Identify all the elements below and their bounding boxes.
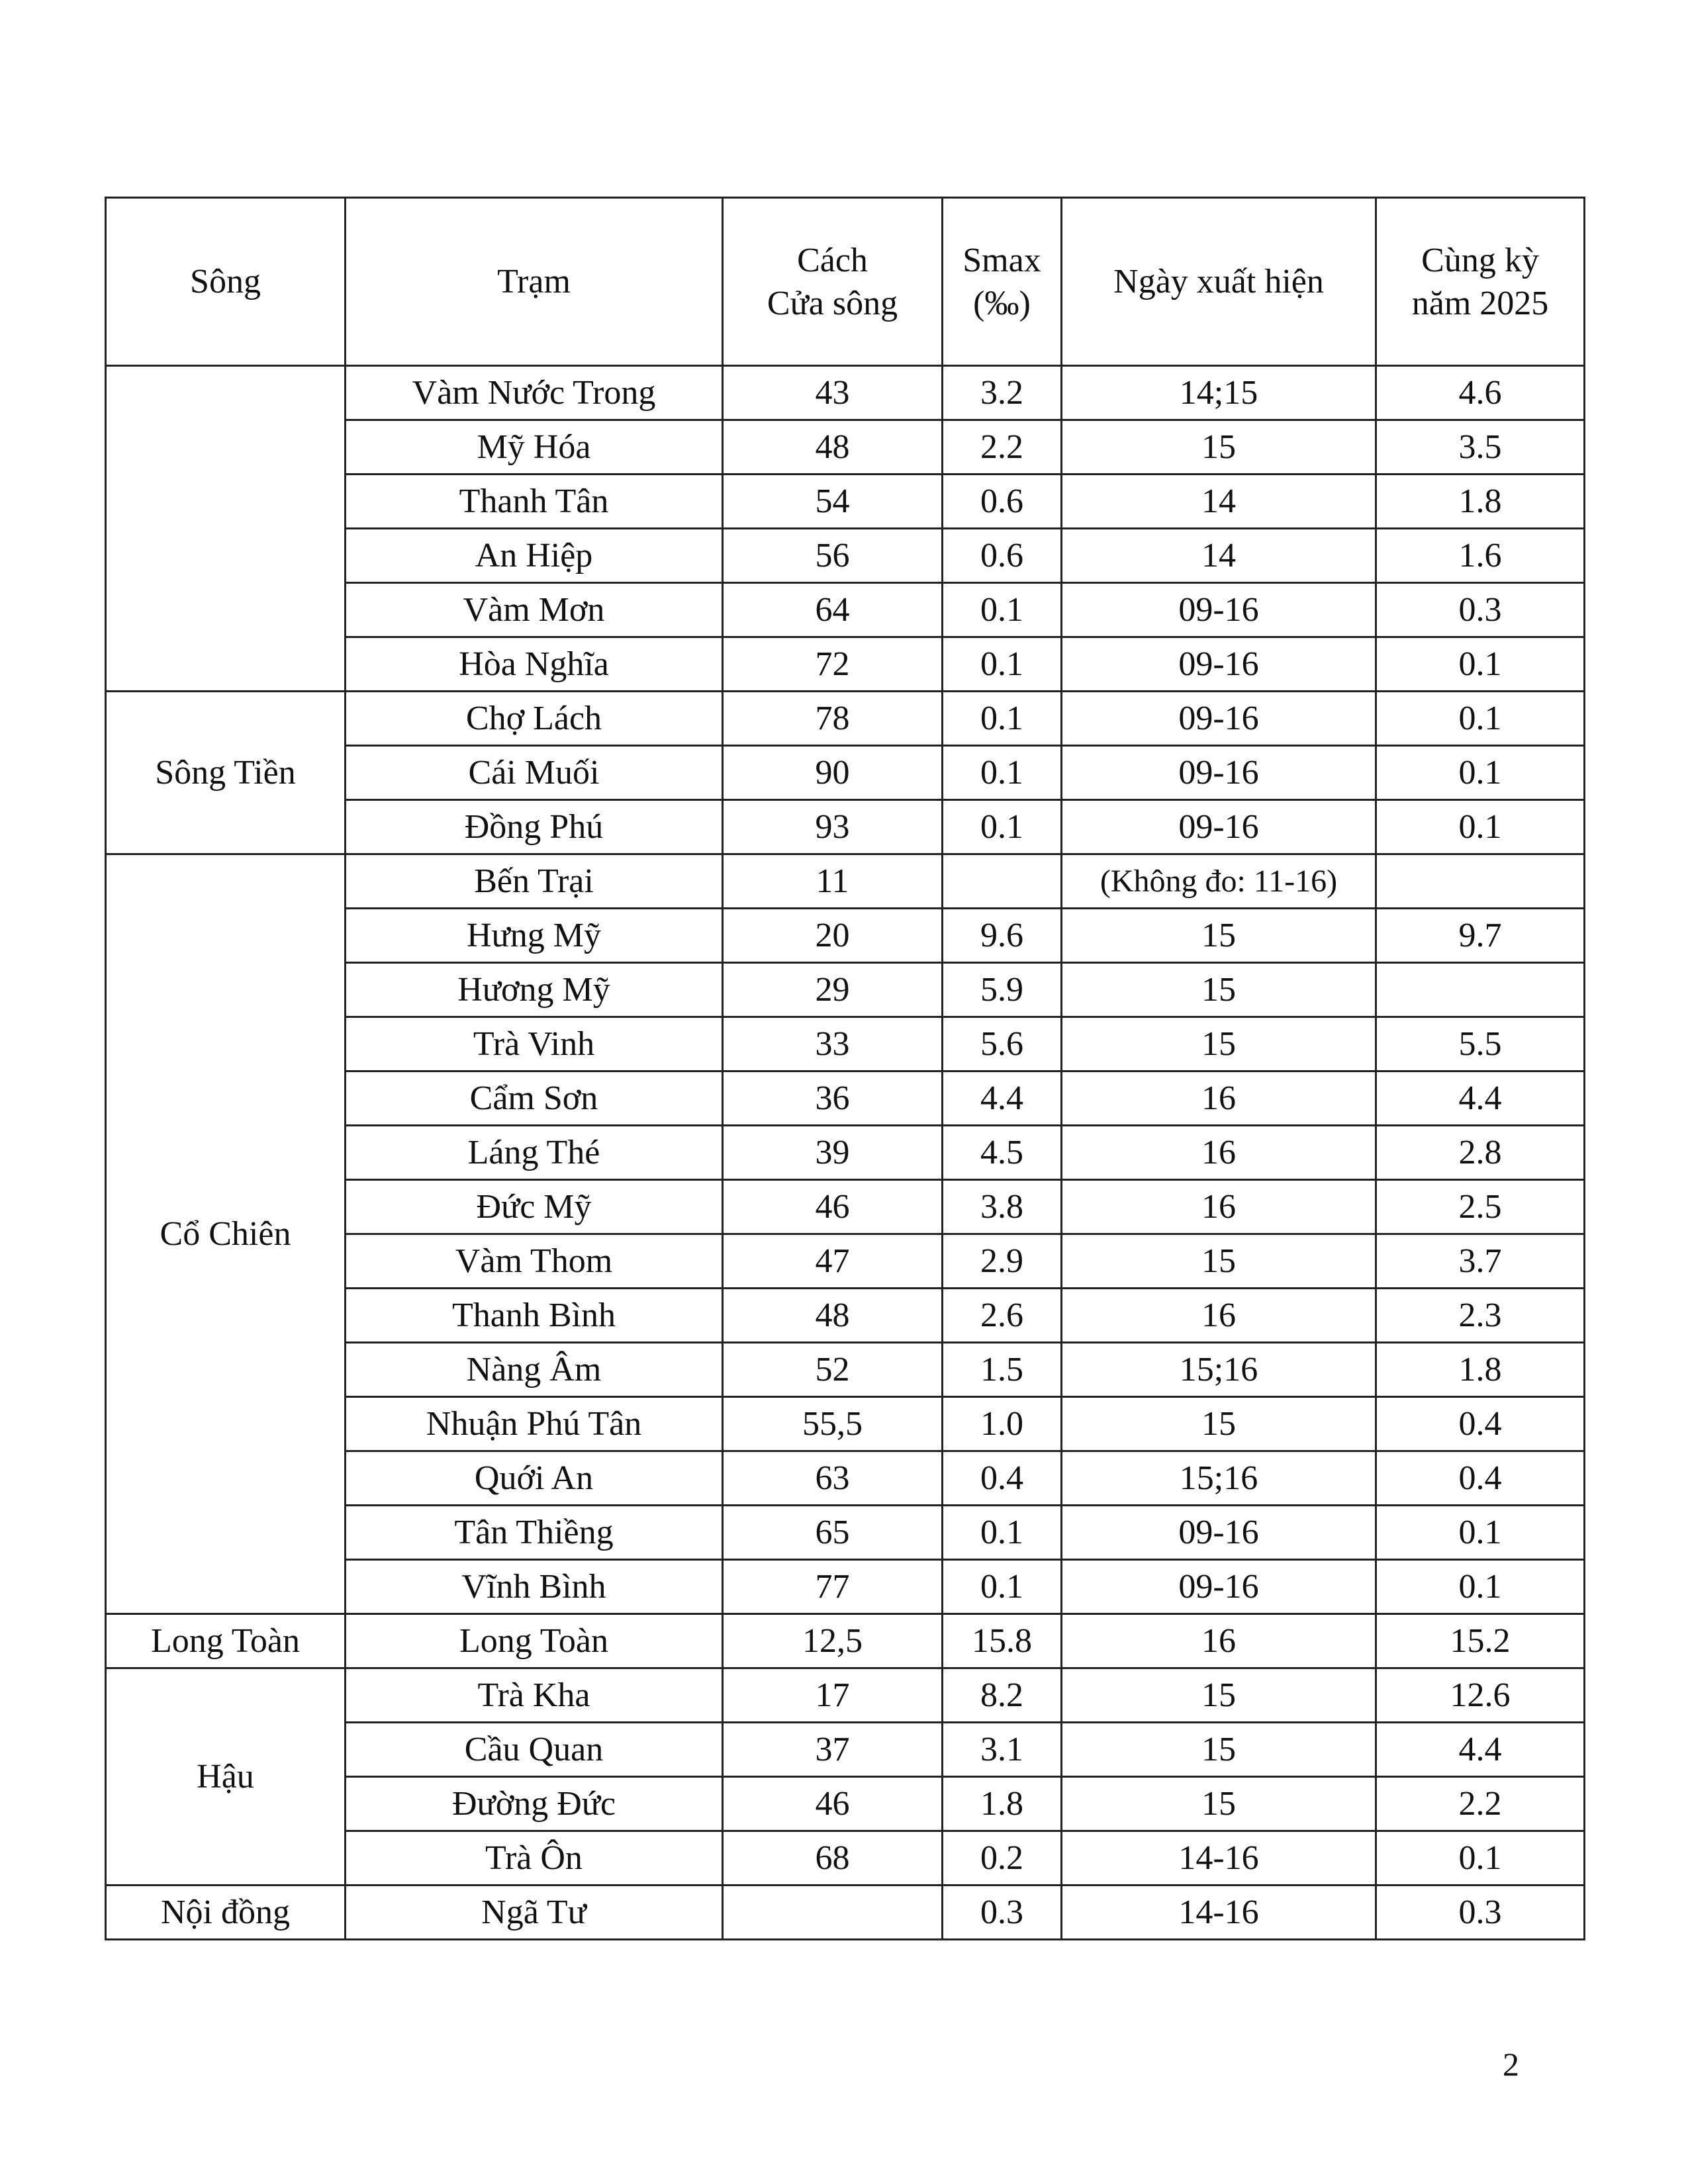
same-period-cell: 0.1 [1376,800,1585,854]
distance-cell: 39 [723,1126,943,1180]
distance-cell: 37 [723,1723,943,1777]
header-smax: Smax (‰) [943,198,1062,366]
date-cell: 14 [1062,529,1376,583]
river-cell: Hậu [106,1668,346,1886]
header-ngay-xuat-hien: Ngày xuất hiện [1062,198,1376,366]
same-period-cell: 1.6 [1376,529,1585,583]
same-period-cell: 0.1 [1376,692,1585,746]
smax-cell: 3.8 [943,1180,1062,1234]
date-cell: 09-16 [1062,583,1376,637]
distance-cell: 47 [723,1234,943,1289]
smax-cell: 4.5 [943,1126,1062,1180]
date-cell: 16 [1062,1071,1376,1126]
station-cell: Quới An [346,1451,723,1506]
station-cell: Cầu Quan [346,1723,723,1777]
date-cell: 14-16 [1062,1831,1376,1886]
distance-cell: 36 [723,1071,943,1126]
station-cell: Chợ Lách [346,692,723,746]
station-cell: Vàm Thom [346,1234,723,1289]
distance-cell: 90 [723,746,943,800]
smax-cell: 8.2 [943,1668,1062,1723]
river-cell: Long Toàn [106,1614,346,1668]
distance-cell: 17 [723,1668,943,1723]
distance-cell: 72 [723,637,943,692]
station-cell: Cẩm Sơn [346,1071,723,1126]
date-cell: 09-16 [1062,637,1376,692]
smax-cell: 2.6 [943,1289,1062,1343]
same-period-cell: 0.1 [1376,746,1585,800]
smax-cell: 4.4 [943,1071,1062,1126]
same-period-cell: 0.1 [1376,637,1585,692]
station-cell: Trà Vinh [346,1017,723,1071]
same-period-cell: 0.3 [1376,1886,1585,1940]
distance-cell: 55,5 [723,1397,943,1451]
salinity-table [105,197,1585,1940]
distance-cell: 29 [723,963,943,1017]
date-cell: 09-16 [1062,1506,1376,1560]
header-song: Sông [106,198,346,366]
smax-cell: 2.9 [943,1234,1062,1289]
same-period-cell: 0.1 [1376,1506,1585,1560]
distance-cell: 46 [723,1180,943,1234]
same-period-cell: 2.2 [1376,1777,1585,1831]
station-cell: Hưng Mỹ [346,909,723,963]
smax-cell: 0.1 [943,1560,1062,1614]
station-cell: Trà Kha [346,1668,723,1723]
distance-cell: 52 [723,1343,943,1397]
river-cell: Cổ Chiên [106,854,346,1614]
station-cell: Vĩnh Bình [346,1560,723,1614]
same-period-cell: 3.7 [1376,1234,1585,1289]
smax-cell: 9.6 [943,909,1062,963]
same-period-cell: 12.6 [1376,1668,1585,1723]
smax-cell: 0.1 [943,746,1062,800]
station-cell: Hương Mỹ [346,963,723,1017]
same-period-cell: 3.5 [1376,420,1585,475]
same-period-cell: 4.4 [1376,1071,1585,1126]
smax-cell: 0.3 [943,1886,1062,1940]
same-period-cell: 0.1 [1376,1560,1585,1614]
table-row [106,692,1585,746]
station-cell: Bến Trại [346,854,723,909]
date-cell: 15 [1062,1668,1376,1723]
station-cell: Nàng Âm [346,1343,723,1397]
same-period-cell: 0.4 [1376,1451,1585,1506]
distance-cell: 77 [723,1560,943,1614]
smax-cell: 0.1 [943,637,1062,692]
distance-cell: 63 [723,1451,943,1506]
distance-cell [723,1886,943,1940]
smax-cell: 1.0 [943,1397,1062,1451]
distance-cell: 43 [723,366,943,420]
river-cell [106,366,346,692]
date-cell: 15 [1062,1777,1376,1831]
table-row [106,1886,1585,1940]
date-cell: 15 [1062,1234,1376,1289]
same-period-cell: 2.8 [1376,1126,1585,1180]
same-period-cell [1376,854,1585,909]
station-cell: Vàm Nước Trong [346,366,723,420]
date-cell: 16 [1062,1126,1376,1180]
distance-cell: 65 [723,1506,943,1560]
table-row [106,1668,1585,1723]
smax-cell: 5.9 [943,963,1062,1017]
date-cell: 15 [1062,1397,1376,1451]
distance-cell: 48 [723,420,943,475]
station-cell: Láng Thé [346,1126,723,1180]
table-body [106,366,1585,1940]
smax-cell: 2.2 [943,420,1062,475]
same-period-cell: 4.6 [1376,366,1585,420]
date-cell: 09-16 [1062,746,1376,800]
date-cell: 09-16 [1062,800,1376,854]
smax-cell: 0.2 [943,1831,1062,1886]
table-row [106,854,1585,909]
date-cell: 14;15 [1062,366,1376,420]
distance-cell: 78 [723,692,943,746]
station-cell: Vàm Mơn [346,583,723,637]
date-cell: 15 [1062,1017,1376,1071]
station-cell: Đức Mỹ [346,1180,723,1234]
same-period-cell: 9.7 [1376,909,1585,963]
date-cell: 16 [1062,1289,1376,1343]
date-cell: 15;16 [1062,1451,1376,1506]
date-cell: 15 [1062,420,1376,475]
distance-cell: 56 [723,529,943,583]
station-cell: Mỹ Hóa [346,420,723,475]
date-cell: 09-16 [1062,692,1376,746]
smax-cell: 0.1 [943,1506,1062,1560]
same-period-cell: 2.5 [1376,1180,1585,1234]
header-cach-cua-song: Cách Cửa sông [723,198,943,366]
smax-cell: 1.5 [943,1343,1062,1397]
same-period-cell: 0.3 [1376,583,1585,637]
distance-cell: 46 [723,1777,943,1831]
station-cell: Thanh Tân [346,475,723,529]
same-period-cell: 4.4 [1376,1723,1585,1777]
same-period-cell: 1.8 [1376,475,1585,529]
same-period-cell: 1.8 [1376,1343,1585,1397]
same-period-cell: 2.3 [1376,1289,1585,1343]
date-cell: 15 [1062,1723,1376,1777]
station-cell: Ngã Tư [346,1886,723,1940]
same-period-cell: 5.5 [1376,1017,1585,1071]
date-cell: 15;16 [1062,1343,1376,1397]
same-period-cell: 0.4 [1376,1397,1585,1451]
station-cell: Cái Muối [346,746,723,800]
station-cell: Nhuận Phú Tân [346,1397,723,1451]
station-cell: Đường Đức [346,1777,723,1831]
smax-cell: 0.1 [943,583,1062,637]
station-cell: Hòa Nghĩa [346,637,723,692]
date-cell: 15 [1062,963,1376,1017]
distance-cell: 11 [723,854,943,909]
distance-cell: 93 [723,800,943,854]
smax-cell: 0.1 [943,800,1062,854]
header-tram: Trạm [346,198,723,366]
smax-cell: 5.6 [943,1017,1062,1071]
station-cell: Tân Thiềng [346,1506,723,1560]
smax-cell: 1.8 [943,1777,1062,1831]
station-cell: Đồng Phú [346,800,723,854]
station-cell: Long Toàn [346,1614,723,1668]
same-period-cell: 0.1 [1376,1831,1585,1886]
smax-cell: 0.6 [943,475,1062,529]
river-cell: Sông Tiền [106,692,346,854]
smax-cell: 0.4 [943,1451,1062,1506]
smax-cell: 0.1 [943,692,1062,746]
date-cell: 16 [1062,1614,1376,1668]
date-cell: 16 [1062,1180,1376,1234]
date-cell: (Không đo: 11-16) [1062,854,1376,909]
date-cell: 14-16 [1062,1886,1376,1940]
same-period-cell [1376,963,1585,1017]
smax-cell: 15.8 [943,1614,1062,1668]
table-row [106,1614,1585,1668]
table-row [106,366,1585,420]
page-number: 2 [1503,2046,1519,2083]
smax-cell: 3.2 [943,366,1062,420]
same-period-cell: 15.2 [1376,1614,1585,1668]
date-cell: 15 [1062,909,1376,963]
distance-cell: 12,5 [723,1614,943,1668]
header-row [106,198,1585,366]
smax-cell: 0.6 [943,529,1062,583]
station-cell: Trà Ôn [346,1831,723,1886]
smax-cell [943,854,1062,909]
header-cung-ky: Cùng kỳ năm 2025 [1376,198,1585,366]
date-cell: 14 [1062,475,1376,529]
distance-cell: 48 [723,1289,943,1343]
date-cell: 09-16 [1062,1560,1376,1614]
distance-cell: 64 [723,583,943,637]
river-cell: Nội đồng [106,1886,346,1940]
station-cell: Thanh Bình [346,1289,723,1343]
station-cell: An Hiệp [346,529,723,583]
distance-cell: 20 [723,909,943,963]
distance-cell: 54 [723,475,943,529]
smax-cell: 3.1 [943,1723,1062,1777]
distance-cell: 68 [723,1831,943,1886]
distance-cell: 33 [723,1017,943,1071]
